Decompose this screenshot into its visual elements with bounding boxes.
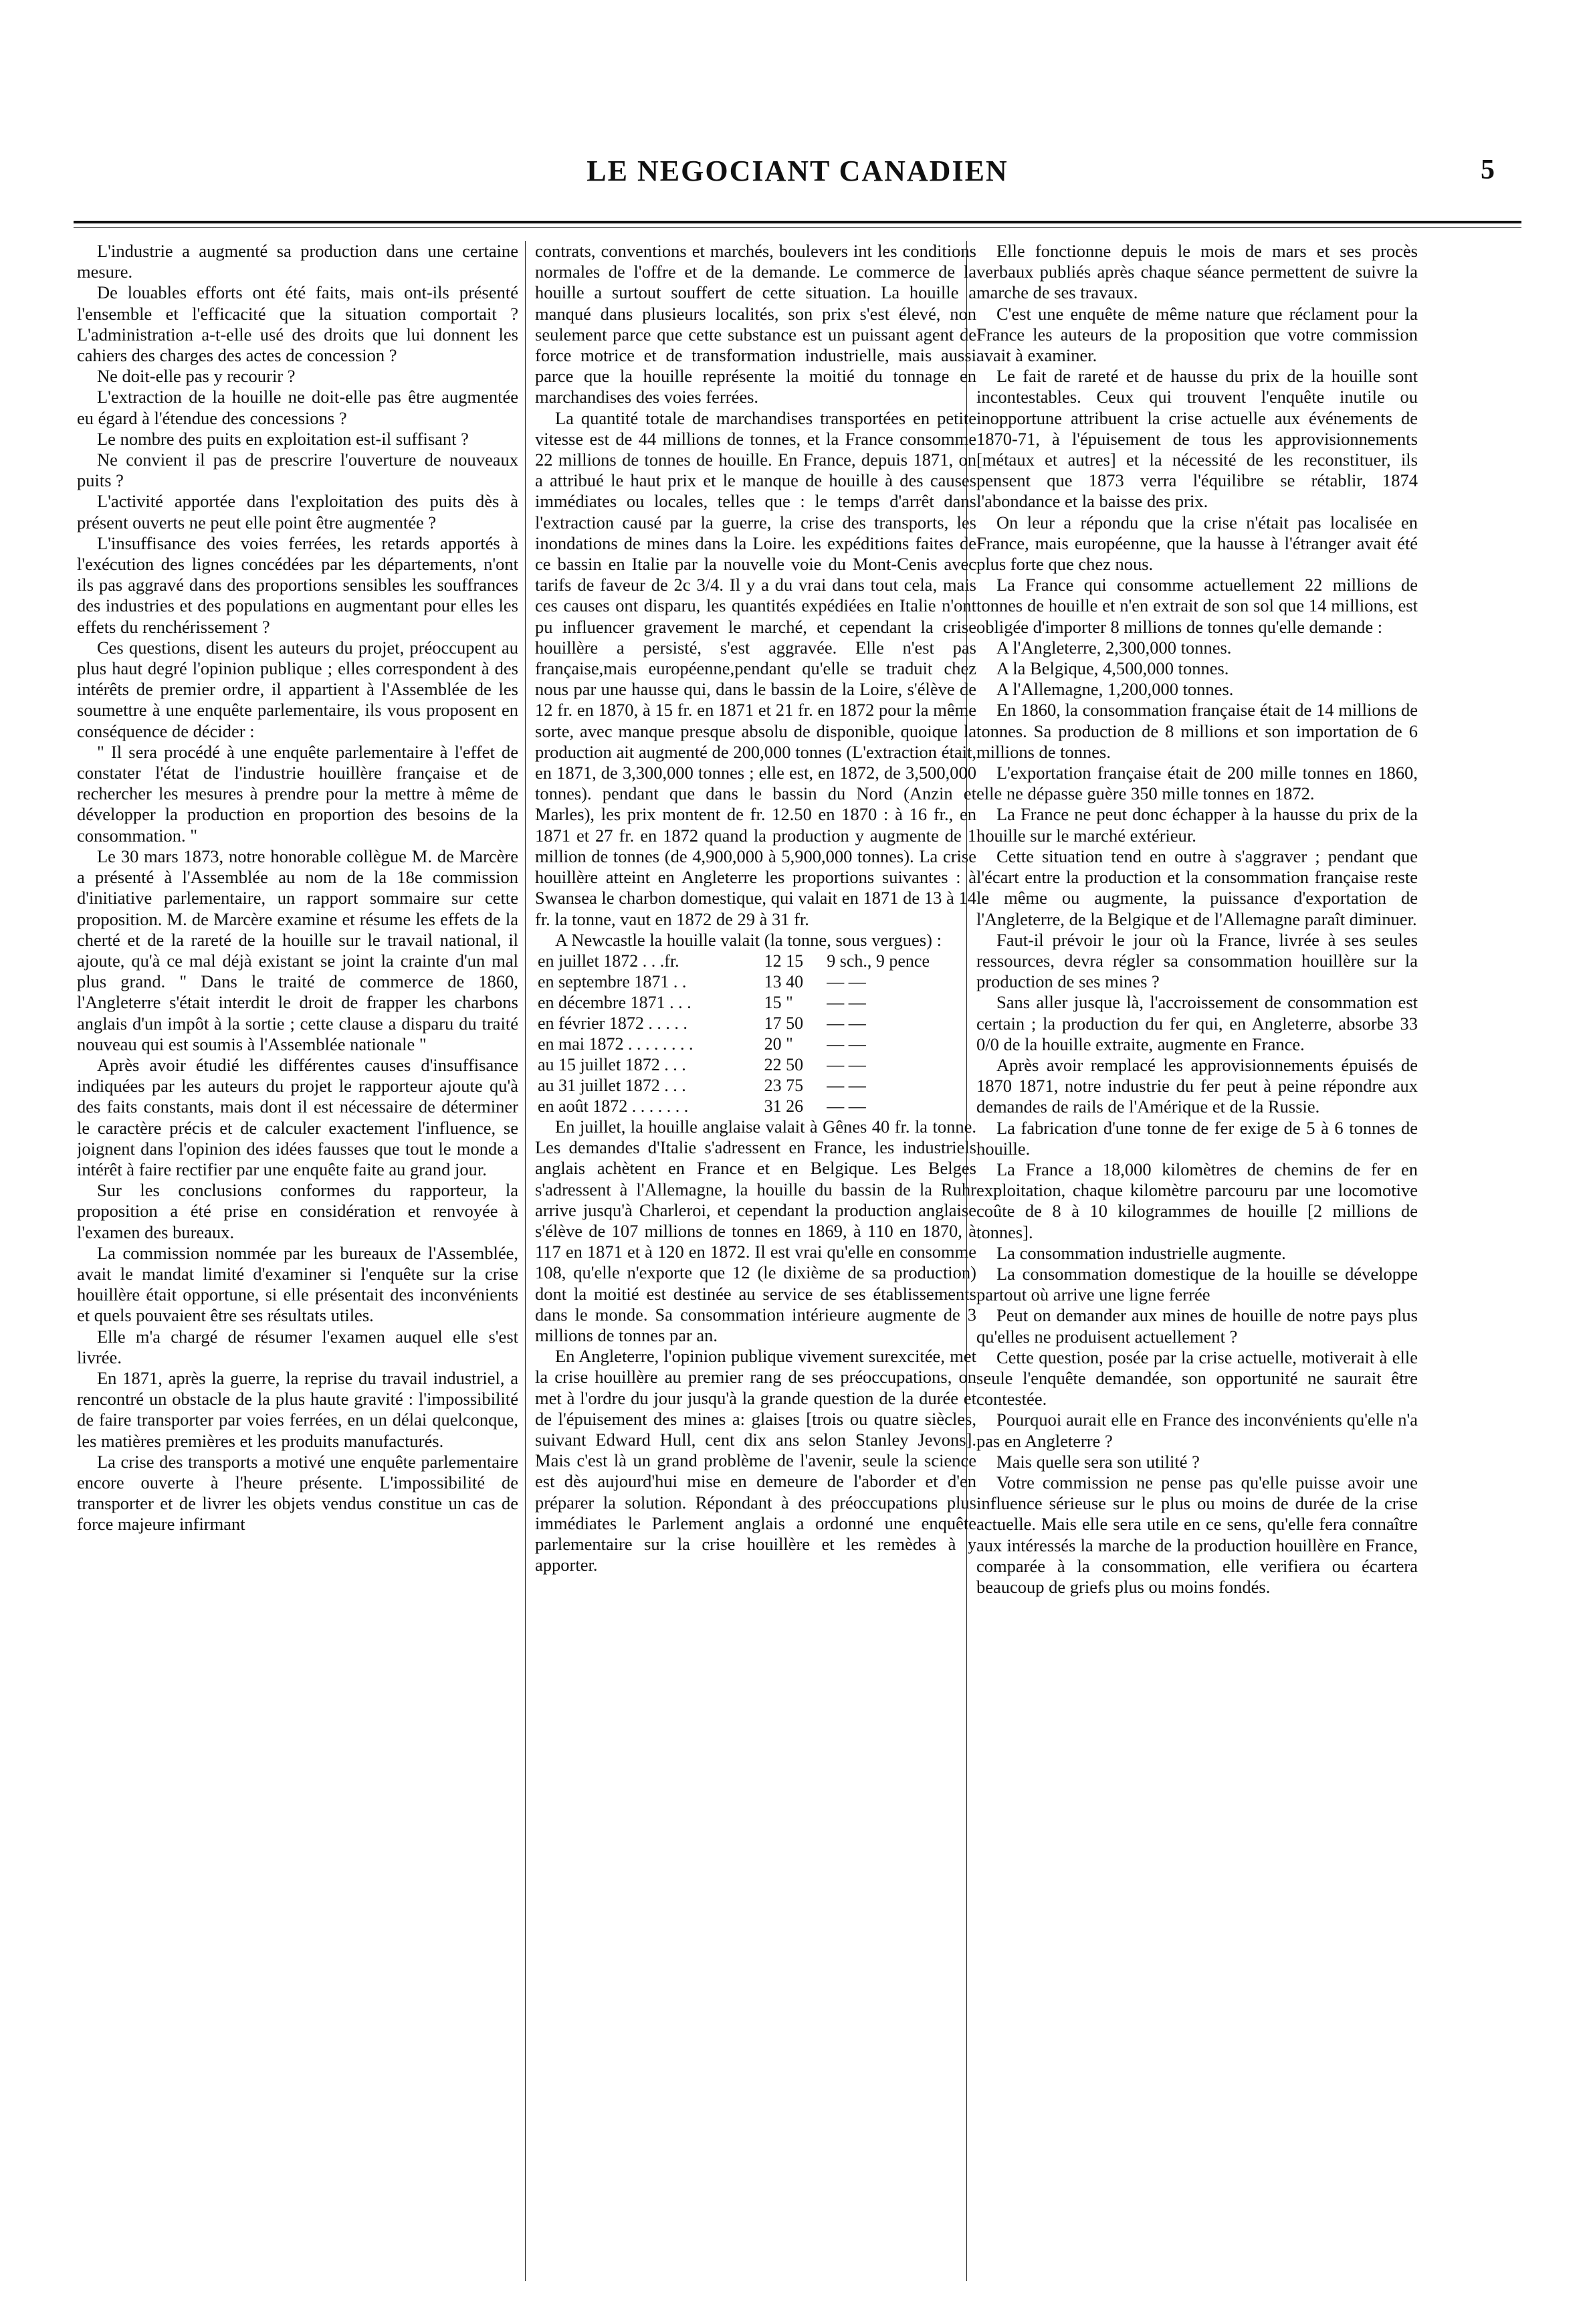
paragraph: En Angleterre, l'opinion publique vivement surexcitée, met la crise houillère au premier rang de ses préoccupations, on met à l'ordre du jour jusqu'à la grande question de la durée et de l'épuisement des mines a: glaises [trois ou quatre siècles, suivant Edward Hull, cent dix ans selon Stanley Jevons]. Mais c'est là un grand problème de l'avenir, seule la science est dès aujourd'hui mise en demeure de l'aborder et d'en préparer la solution. Répondant à des préoccupations plus immédiates le Parlement anglais a ordonné une enquête parlementaire sur la crise houillère et les remèdes à y apporter.: [535, 1346, 976, 1575]
import-line: A l'Angleterre, 2,300,000 tonnes.: [996, 637, 1232, 658]
paragraph: Elle m'a chargé de résumer l'examen auquel elle s'est livrée.: [77, 1326, 518, 1367]
price-shillings: — —: [827, 1054, 866, 1074]
paragraph: La France qui consomme actuellement 22 millions de tonnes de houille et n'en extrait de son sol que 14 millions, est obligée d'importer 8 millions de tonnes qu'elle demande :: [976, 575, 1418, 637]
paragraph: De louables efforts ont été faits, mais ont-ils présenté l'ensemble et l'efficacité que la situation comportait ? L'administration a-t-elle usé des droits que lui donnent les cahiers des charges des actes de concession ?: [77, 282, 518, 366]
paragraph: Elle fonctionne depuis le mois de mars et ses procès verbaux publiés après chaque séance permettent de suivre la marche de ses travaux.: [976, 241, 1418, 303]
paragraph: Cette question, posée par la crise actuelle, motiverait à elle seule l'enquête demandée, son opportunité ne saurait être contestée.: [976, 1347, 1418, 1410]
price-date: en juillet 1872 . . .fr.: [538, 951, 679, 971]
paragraph: Le 30 mars 1873, notre honorable collègue M. de Marcère a présenté à l'Assemblée au nom de la 18e commission d'initiative parlementaire, un rapport sommaire sur cette proposition. M. de Marcère examine et résume les effets de la cherté et de la rareté de la houille sur le travail national, il ajoute, qu'à ce mal déjà existant se joint la crainte d'un mal plus grand. " Dans le traité de commerce de 1860, l'Angleterre s'était interdit le droit de frapper les charbons anglais d'un impôt à la sortie ; cette clause a disparu du traité nouveau qui est soumis à l'Assemblée nationale ": [77, 846, 518, 1054]
paragraph: La commission nommée par les bureaux de l'Assemblée, avait le mandat limité d'examiner si l'enquête sur la crise houillère était opportune, si elle présentait des inconvénients et quels pouvaient être ses résultats utiles.: [77, 1242, 518, 1326]
paragraph: La consommation domestique de la houille se développe partout où arrive une ligne ferrée: [976, 1263, 1418, 1305]
price-date: au 15 juillet 1872 . . .: [538, 1054, 686, 1074]
price-date: en décembre 1871 . . .: [538, 992, 692, 1012]
price-date: au 31 juillet 1872 . . .: [538, 1075, 686, 1095]
masthead: [74, 127, 1521, 234]
paragraph: La consommation industrielle augmente.: [996, 1242, 1286, 1263]
import-line: A l'Allemagne, 1,200,000 tonnes.: [996, 679, 1234, 700]
table-row: [535, 971, 976, 992]
price-shillings: — —: [827, 1013, 866, 1033]
price-francs: 13 40: [764, 971, 804, 991]
paragraph: Sans aller jusque là, l'accroissement de consommation est certain ; la production du fer qui, en Angleterre, absorbe 33 0/0 de la houille extraite, augmente en France.: [976, 992, 1418, 1054]
quoted-resolution: " Il sera procédé à une enquête parlementaire à l'effet de constater l'état de l'industrie houillère française et de rechercher les mesures à prendre pour la mettre à même de développer la production en proportion des besoins de la consommation. ": [77, 741, 518, 846]
paragraph: Faut-il prévoir le jour où la France, livrée à ses seules ressources, devra régler sa consommation houillère sur la production de ses mines ?: [976, 929, 1418, 992]
page-number: 5: [1481, 155, 1495, 185]
paragraph: Après avoir remplacé les approvisionnements épuisés de 1870 1871, notre industrie du fer peut à peine répondre aux demandes de rails de l'Amérique et de la Russie.: [976, 1054, 1418, 1117]
price-francs: 20 ": [764, 1034, 793, 1054]
paragraph: En juillet, la houille anglaise valait à Gênes 40 fr. la tonne. Les demandes d'Italie s'adressent en France, les industriels anglais achètent en France et en Belgique. Les Belges s'adressent à l'Allemagne, la houille du bassin de la Ruhr arrive jusqu'à Charleroi, et cependant la production anglaise s'élève de 107 millions de tonnes en 1869, à 110 en 1870, à 117 en 1871 et à 120 en 1872. Il est vrai qu'elle en consomme 108, qu'elle n'exporte que 12 (le dixième de sa production) dont la moitié est destinée au service de ses établissements dans le monde. Sa consommation intérieure augmente de 3 millions de tonnes par an.: [535, 1116, 976, 1345]
paragraph: Mais quelle sera son utilité ?: [996, 1451, 1200, 1472]
price-date: en mai 1872 . . . . . . . .: [538, 1034, 694, 1054]
column-divider-1: [525, 241, 526, 2281]
table-row: [535, 1096, 976, 1117]
price-francs: 22 50: [764, 1054, 804, 1074]
import-line: A la Belgique, 4,500,000 tonnes.: [996, 658, 1229, 679]
article-column-1: [77, 241, 518, 2281]
paragraph: Votre commission ne pense pas qu'elle puisse avoir une influence sérieuse sur le plus ou moins de durée de la crise actuelle. Mais elle sera utile en ce sens, qu'elle fera connaître aux intéressés la marche de la production houillère en France, comparée à la consommation, elle verifiera ou écartera beaucoup de griefs plus ou moins fondés.: [976, 1472, 1418, 1597]
paragraph: Après avoir étudié les différentes causes d'insuffisance indiquées par les auteurs du projet le rapporteur ajoute qu'à des faits constants, mais dont il est nécessaire de déterminer le caractère précis et de calculer exactement l'influence, se joignent dans l'opinion des idées fausses que tout le monde a intérêt à faire rectifier par une enquête faite au grand jour.: [77, 1054, 518, 1179]
paragraph: Ne convient il pas de prescrire l'ouverture de nouveaux puits ?: [77, 450, 518, 491]
price-francs: 23 75: [764, 1075, 804, 1095]
paragraph: L'activité apportée dans l'exploitation des puits dès à présent ouverts ne peut elle point être augmentée ?: [77, 491, 518, 532]
price-francs: 15 ": [764, 992, 793, 1012]
paragraph: Cette situation tend en outre à s'aggraver ; pendant que l'écart entre la production et la consommation française reste le même ou augmente, la puissance d'exportation de l'Angleterre, de la Belgique et de l'Allemagne paraît diminuer.: [976, 846, 1418, 929]
price-date: en septembre 1871 . .: [538, 971, 687, 991]
price-date: en février 1872 . . . . .: [538, 1013, 687, 1033]
table-row: [535, 1013, 976, 1034]
table-row: [535, 1075, 976, 1096]
price-shillings: — —: [827, 1096, 866, 1116]
paragraph: En 1860, la consommation française était de 14 millions de tonnes. Sa production de 8 millions et son importation de 6 millions de tonnes.: [976, 700, 1418, 762]
price-francs: 12 15: [764, 951, 804, 971]
price-francs: 31 26: [764, 1096, 804, 1116]
table-row: [535, 1054, 976, 1075]
newcastle-price-table: [535, 951, 976, 1117]
paragraph: L'insuffisance des voies ferrées, les retards apportés à l'exécution des lignes concédées par les départements, n'ont ils pas aggravé dans des proportions sensibles les souffrances des industries et des populations en augmentant pour elles les effets du renchérissement ?: [77, 532, 518, 637]
article-column-3: [976, 241, 1418, 2281]
paragraph: Le nombre des puits en exploitation est-il suffisant ?: [97, 428, 469, 449]
paragraph: Ces questions, disent les auteurs du projet, préoccupent au plus haut degré l'opinion publique ; elles correspondent à des intérêts de premier ordre, il appartient à l'Assemblée de les soumettre à une enquête parlementaire, ils vous proposent en conséquence de décider :: [77, 637, 518, 741]
paragraph: Ne doit-elle pas y recourir ?: [97, 366, 296, 387]
paragraph: La France ne peut donc échapper à la hausse du prix de la houille sur le marché extérieur.: [976, 804, 1418, 846]
price-shillings: — —: [827, 1075, 866, 1095]
price-shillings: — —: [827, 971, 866, 991]
price-date: en août 1872 . . . . . . .: [538, 1096, 689, 1116]
newspaper-title: LE NEGOCIANT CANADIEN: [587, 155, 1008, 187]
paragraph: contrats, conventions et marchés, boulevers int les conditions normales de l'offre et de la demande. Le commerce de la houille a surtout souffert de cette situation. La houille a manqué dans plusieurs localités, son prix s'est élevé, non seulement parce que cette substance est un puissant agent de force motrice et de transformation industrielle, mais aussi parce que la houille représente la moitié du tonnage en marchandises des voies ferrées.: [535, 241, 976, 407]
paragraph: Le fait de rareté et de hausse du prix de la houille sont incontestables. Ceux qui trouvent l'enquête inutile ou inopportune attribuent la crise actuelle aux événements de 1870-71, à l'épuisement de tous les approvisionnements [métaux et autres] et la nécessité de les reconstituer, ils pensent que 1873 verra l'équilibre se rétablir, 1874 l'abondance et la baisse des prix.: [976, 366, 1418, 512]
paragraph: En 1871, après la guerre, la reprise du travail industriel, a rencontré un obstacle de la plus haute gravité : l'impossibilité de faire transporter par voies ferrées, en un délai quelconque, les matières premières et les produits manufacturés.: [77, 1367, 518, 1451]
paragraph: La crise des transports a motivé une enquête parlementaire encore ouverte à l'heure présente. L'impossibilité de transporter et de livrer les objets vendus constitue un cas de force majeure infirmant: [77, 1451, 518, 1535]
paragraph: C'est une enquête de même nature que réclament pour la France les auteurs de la proposition que votre commission avait à examiner.: [976, 303, 1418, 366]
header-rule-thick: [74, 221, 1521, 223]
price-shillings: — —: [827, 992, 866, 1012]
article-column-2: [535, 241, 976, 2281]
paragraph: Sur les conclusions conformes du rapporteur, la proposition a été prise en considération et renvoyée à l'examen des bureaux.: [77, 1180, 518, 1242]
table-row: [535, 951, 976, 971]
price-francs: 17 50: [764, 1013, 804, 1033]
paragraph: L'exportation française était de 200 mille tonnes en 1860, elle ne dépasse guère 350 mille tonnes en 1872.: [976, 763, 1418, 804]
paragraph: Pourquoi aurait elle en France des inconvénients qu'elle n'a pas en Angleterre ?: [976, 1410, 1418, 1451]
paragraph: A Newcastle la houille valait (la tonne, sous vergues) :: [555, 929, 942, 950]
paragraph: L'extraction de la houille ne doit-elle pas être augmentée eu égard à l'étendue des concessions ?: [77, 387, 518, 428]
paragraph: L'industrie a augmenté sa production dans une certaine mesure.: [77, 241, 518, 282]
paragraph: On leur a répondu que la crise n'était pas localisée en France, mais européenne, que la hausse à l'étranger avait été plus forte que chez nous.: [976, 512, 1418, 575]
paragraph: La fabrication d'une tonne de fer exige de 5 à 6 tonnes de houille.: [976, 1117, 1418, 1159]
paragraph: La France a 18,000 kilomètres de chemins de fer en exploitation, chaque kilomètre parcouru par une locomotive coûte de 8 à 10 kilogrammes de houille [2 millions de tonnes].: [976, 1159, 1418, 1242]
paragraph: La quantité totale de marchandises transportées en petite vitesse est de 44 millions de tonnes, et la France consomme 22 millions de tonnes de houille. En France, depuis 1871, on a attribué le haut prix et le manque de houille à des causes immédiates ou locales, telles que : le temps d'arrêt dans l'extraction causé par la guerre, la crise des transports, les inondations de mines dans la Loire. les expéditions faites de ce bassin en Italie par la nouvelle voie du Mont-Cenis avec tarifs de faveur de 2c 3/4. Il y a du vrai dans tout cela, mais ces causes ont disparu, les quantités expédiées en Italie n'ont pu influencer gravement le marché, et cependant la crise houillère a persisté, s'est aggravée. Elle n'est pas française,mais européenne,pendant qu'elle se traduit chez nous par une hausse qui, dans le bassin de la Loire, s'élève de 12 fr. en 1870, à 15 fr. en 1871 et 21 fr. en 1872 pour la même sorte, avec manque presque absolu de disponible, quoique la production ait augmenté de 200,000 tonnes (L'extraction était, en 1871, de 3,300,000 tonnes ; elle est, en 1872, de 3,500,000 tonnes). pendant que dans le bassin du Nord (Anzin et Marles), les prix montent de fr. 12.50 en 1870 : à 16 fr., en 1871 et 27 fr. en 1872 quand la production y augmente de 1 million de tonnes (de 4,900,000 à 5,900,000 tonnes). La crise houillère atteint en Angleterre les proportions suivantes : à Swansea le charbon domestique, qui valait en 1871 de 13 à 14 fr. la tonne, vaut en 1872 de 29 à 31 fr.: [535, 407, 976, 929]
table-row: [535, 1034, 976, 1054]
price-shillings: 9 sch., 9 pence: [827, 951, 930, 971]
price-shillings: — —: [827, 1034, 866, 1054]
header-rule-thin: [74, 227, 1521, 228]
table-row: [535, 992, 976, 1013]
paragraph: Peut on demander aux mines de houille de notre pays plus qu'elles ne produisent actuellement ?: [976, 1305, 1418, 1347]
